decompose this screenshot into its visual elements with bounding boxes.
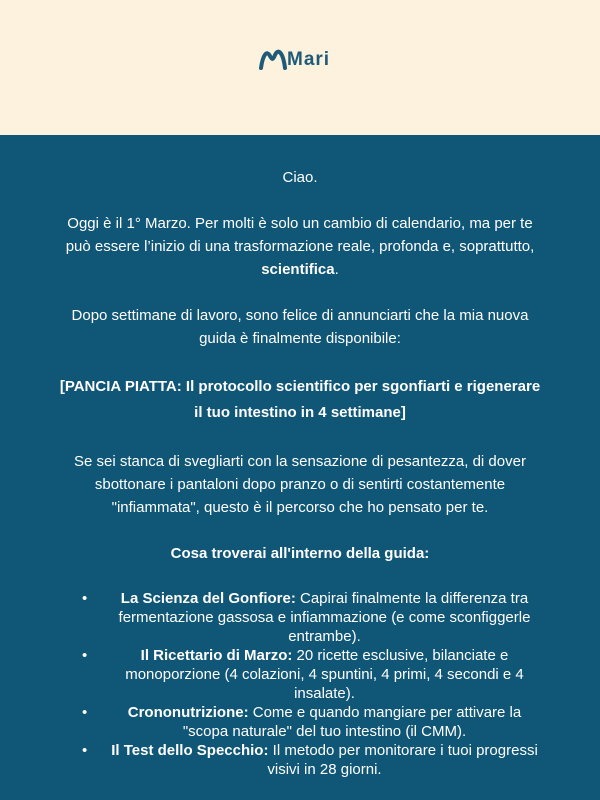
feature-title: La Scienza del Gonfiore: <box>120 590 296 607</box>
feature-title: Il Ricettario di Marzo: <box>140 647 293 664</box>
bullet-icon: • <box>82 647 88 664</box>
email-header <box>0 0 600 135</box>
feature-text: Capirai finalmente la differenza tra fermentazione gassosa e infiammazione (e come sconfiggerle entrambe). <box>118 590 531 645</box>
section-title: Cosa troverai all'interno della guida: <box>170 545 430 562</box>
feature-title: Crononutrizione: <box>127 704 249 721</box>
description-paragraph: Se sei stanca di svegliarti con la sensazione di pesantezza, di dover sbottonare i pantaloni dopo pranzo o di sentirti costantemente "infiammata", questo è il percorso che ho pensato per te. <box>74 453 526 516</box>
list-item <box>82 741 542 779</box>
intro-paragraph <box>58 212 542 281</box>
intro-text: Oggi è il 1° Marzo. Per molti è solo un cambio di calendario, ma per te può essere l’inizio di una trasformazione reale, profonda e, soprattutto, <box>65 215 535 255</box>
greeting: Ciao. <box>282 169 318 186</box>
bullet-icon: • <box>82 704 88 721</box>
intro-end: . <box>334 261 339 278</box>
list-item <box>82 589 542 646</box>
brand-logo <box>259 46 339 78</box>
bullet-icon: • <box>82 590 88 607</box>
wave-icon <box>259 46 287 70</box>
feature-title: Il Test dello Specchio: <box>111 742 269 759</box>
bullet-icon: • <box>82 742 88 759</box>
list-item <box>82 646 542 703</box>
logo-text: Mari <box>287 49 331 70</box>
intro-emphasis: scientifica <box>261 261 335 278</box>
email-body <box>0 135 600 779</box>
announcement-paragraph: Dopo settimane di lavoro, sono felice di annunciarti che la mia nuova guida è finalmente disponibile: <box>71 307 529 347</box>
features-list <box>58 589 542 779</box>
feature-text: Come e quando mangiare per attivare la "scopa naturale" del tuo intestino (il CMM). <box>182 704 522 740</box>
list-item <box>82 703 542 741</box>
guide-title <box>58 374 542 426</box>
feature-text: Il metodo per monitorare i tuoi progressi visivi in 28 giorni. <box>267 742 538 778</box>
guide-title-text: [PANCIA PIATTA: Il protocollo scientifico per sgonfiarti e rigenerare il tuo intestino in 4 settimane] <box>59 378 541 421</box>
feature-text: 20 ricette esclusive, bilanciate e monoporzione (4 colazioni, 4 spuntini, 4 primi, 4 secondi e 4 insalate). <box>125 647 524 702</box>
